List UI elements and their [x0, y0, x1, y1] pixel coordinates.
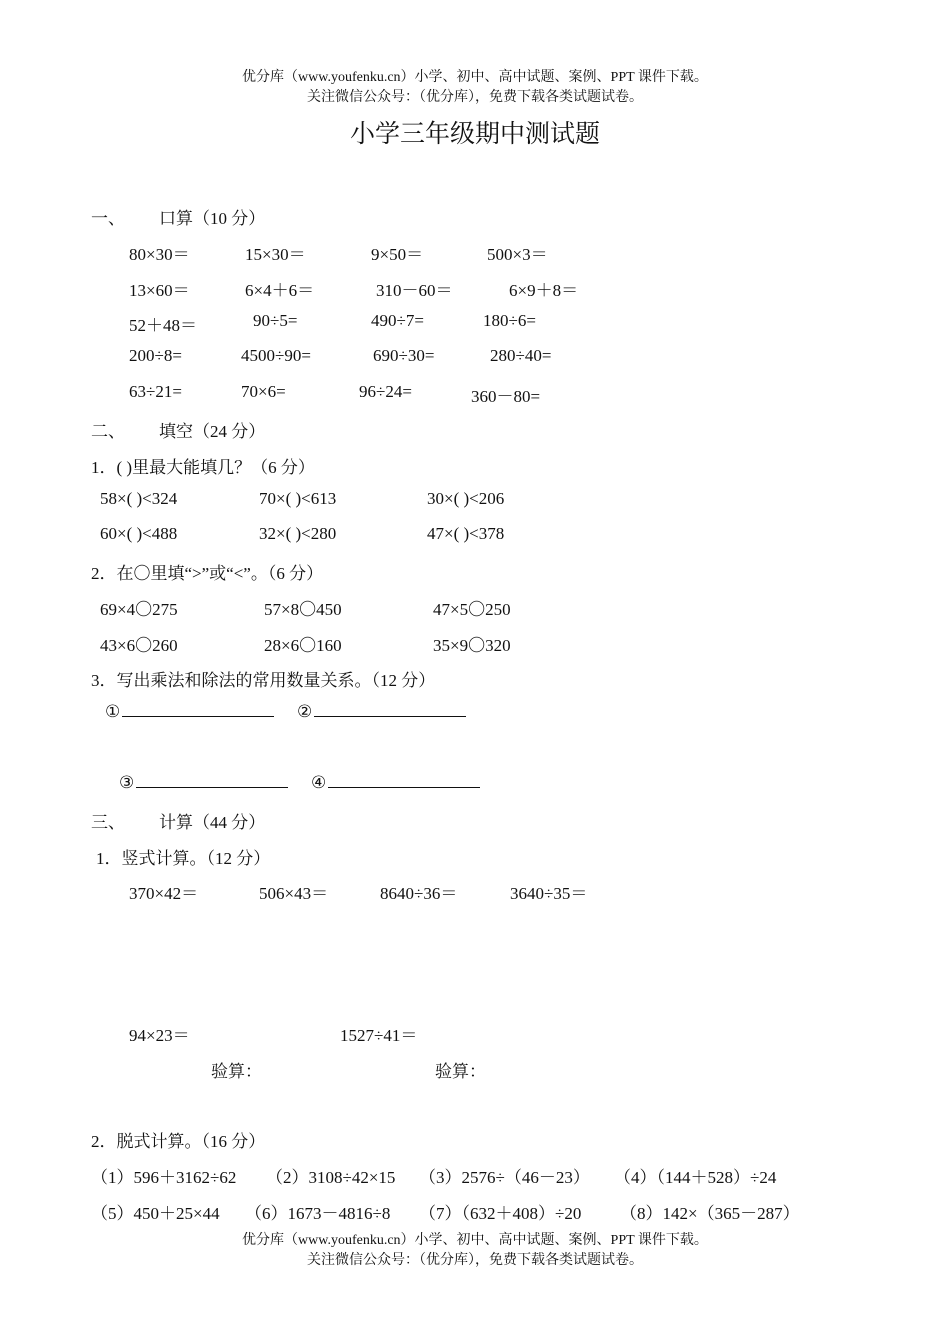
- check-label: 验算：: [435, 1062, 486, 1081]
- oral-item: 6×4＋6＝: [245, 281, 315, 300]
- page-title: 小学三年级期中测试题: [349, 119, 600, 148]
- compare-item: 35×9〇320: [433, 636, 511, 655]
- marker: ①: [105, 702, 121, 721]
- question-title: 1．( )里最大能填几？（6 分）: [91, 458, 315, 477]
- oral-item: 490÷7=: [371, 311, 424, 330]
- answer-blank[interactable]: [328, 773, 480, 788]
- stepwise-item: （2）3108÷42×15: [266, 1168, 396, 1187]
- fill-item: 58×( )<324: [100, 489, 178, 508]
- stepwise-item: （1）596＋3162÷62: [91, 1168, 237, 1187]
- answer-line-1[interactable]: [105, 702, 274, 722]
- oral-item: 4500÷90=: [241, 346, 311, 365]
- fill-item: 70×( )<613: [259, 489, 337, 508]
- compare-item: 57×8〇450: [264, 600, 342, 619]
- header-line-1: 优分库（www.youfenku.cn）小学、初中、高中试题、案例、PPT 课件下载。: [242, 70, 708, 85]
- oral-item: 310－60＝: [376, 281, 453, 300]
- answer-line-3[interactable]: [119, 773, 288, 793]
- section1-heading: 口算（10 分）: [159, 209, 266, 228]
- oral-item: 9×50＝: [371, 245, 424, 264]
- compare-item: 28×6〇160: [264, 636, 342, 655]
- answer-line-4[interactable]: [311, 773, 480, 793]
- stepwise-item: （7）（632＋408）÷20: [419, 1204, 582, 1223]
- fill-item: 47×( )<378: [427, 524, 505, 543]
- answer-blank[interactable]: [314, 702, 466, 717]
- compare-item: 47×5〇250: [433, 600, 511, 619]
- section2-number: 二、: [91, 422, 125, 441]
- marker: ③: [119, 773, 135, 792]
- oral-item: 15×30＝: [245, 245, 306, 264]
- fill-item: 60×( )<488: [100, 524, 178, 543]
- oral-item: 13×60＝: [129, 281, 190, 300]
- vertical-calc-item: 506×43＝: [259, 884, 329, 903]
- oral-item: 52＋48＝: [129, 316, 197, 335]
- marker: ②: [297, 702, 313, 721]
- vertical-calc-item: 3640÷35＝: [510, 884, 588, 903]
- question-title: 2．脱式计算。（16 分）: [91, 1132, 266, 1151]
- oral-item: 80×30＝: [129, 245, 190, 264]
- marker: ④: [311, 773, 327, 792]
- check-label: 验算：: [211, 1062, 262, 1081]
- stepwise-item: （4）（144＋528）÷24: [614, 1168, 777, 1187]
- oral-item: 90÷5=: [253, 311, 298, 330]
- stepwise-item: （5）450＋25×44: [91, 1204, 220, 1223]
- fill-item: 32×( )<280: [259, 524, 337, 543]
- stepwise-item: （8）142×（365－287）: [620, 1204, 800, 1223]
- compare-item: 69×4〇275: [100, 600, 178, 619]
- answer-line-2[interactable]: [297, 702, 466, 722]
- oral-item: 360－80=: [471, 387, 541, 406]
- vertical-calc-item: 94×23＝: [129, 1026, 190, 1045]
- oral-item: 180÷6=: [483, 311, 536, 330]
- vertical-calc-item: 370×42＝: [129, 884, 199, 903]
- vertical-calc-item: 8640÷36＝: [380, 884, 458, 903]
- answer-blank[interactable]: [136, 773, 288, 788]
- question-title: 1．竖式计算。（12 分）: [96, 849, 271, 868]
- oral-item: 70×6=: [241, 382, 286, 401]
- section1-number: 一、: [91, 209, 125, 228]
- oral-item: 500×3＝: [487, 245, 548, 264]
- header-line-2: 关注微信公众号：（优分库），免费下载各类试题试卷。: [307, 90, 643, 105]
- section2-heading: 填空（24 分）: [159, 422, 266, 441]
- fill-item: 30×( )<206: [427, 489, 505, 508]
- footer-line-2: 关注微信公众号：（优分库），免费下载各类试题试卷。: [307, 1253, 643, 1268]
- oral-item: 96÷24=: [359, 382, 412, 401]
- oral-item: 63÷21=: [129, 382, 182, 401]
- footer-line-1: 优分库（www.youfenku.cn）小学、初中、高中试题、案例、PPT 课件下载。: [242, 1233, 708, 1248]
- section3-number: 三、: [91, 813, 125, 832]
- stepwise-item: （6）1673－4816÷8: [245, 1204, 391, 1223]
- oral-item: 200÷8=: [129, 346, 182, 365]
- answer-blank[interactable]: [122, 702, 274, 717]
- question-title: 2．在〇里填“>”或“<”。（6 分）: [91, 564, 324, 583]
- oral-item: 280÷40=: [490, 346, 552, 365]
- oral-item: 6×9＋8＝: [509, 281, 579, 300]
- section3-heading: 计算（44 分）: [159, 813, 266, 832]
- vertical-calc-item: 1527÷41＝: [340, 1026, 418, 1045]
- oral-item: 690÷30=: [373, 346, 435, 365]
- stepwise-item: （3）2576÷（46－23）: [419, 1168, 590, 1187]
- compare-item: 43×6〇260: [100, 636, 178, 655]
- question-title: 3．写出乘法和除法的常用数量关系。（12 分）: [91, 671, 436, 690]
